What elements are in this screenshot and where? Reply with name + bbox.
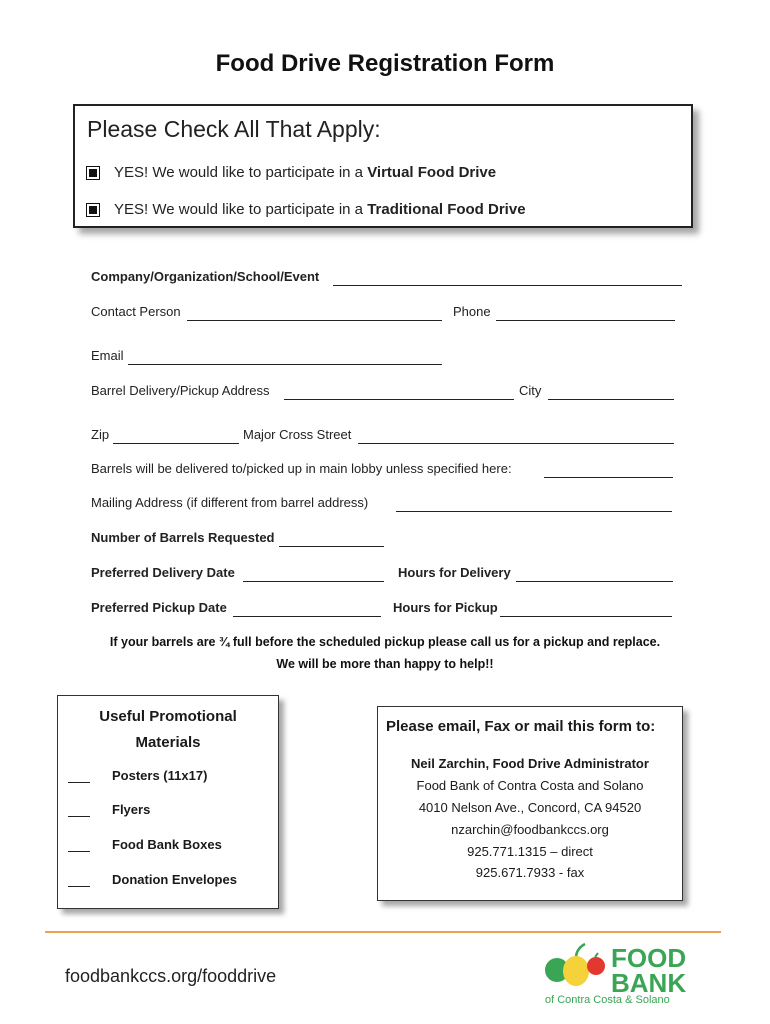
promo-blank[interactable] xyxy=(68,839,90,852)
num-barrels-label: Number of Barrels Requested xyxy=(91,530,275,545)
cross-street-label: Major Cross Street xyxy=(243,427,352,442)
pickup-date-label: Preferred Pickup Date xyxy=(91,600,227,615)
traditional-checkbox[interactable] xyxy=(86,203,100,217)
option-traditional-bold: Traditional Food Drive xyxy=(367,201,526,218)
promo-item-label: Flyers xyxy=(112,802,151,817)
page-title: Food Drive Registration Form xyxy=(215,50,555,77)
lobby-note-label: Barrels will be delivered to/picked up in main lobby unless specified here: xyxy=(91,461,512,476)
barrel-address-field[interactable] xyxy=(284,385,514,400)
promo-item-posters[interactable] xyxy=(68,768,207,783)
email-label: Email xyxy=(91,348,124,363)
zip-field[interactable] xyxy=(113,429,239,444)
promo-title xyxy=(58,704,278,756)
promo-item-label: Food Bank Boxes xyxy=(112,837,222,852)
num-barrels-field[interactable] xyxy=(279,532,384,547)
delivery-hours-field[interactable] xyxy=(516,567,673,582)
company-label: Company/Organization/School/Event xyxy=(91,269,320,284)
contact-title: Please email, Fax or mail this form to: xyxy=(386,718,656,735)
promo-item-envelopes[interactable] xyxy=(68,872,237,887)
logo-word-bank: BANK xyxy=(611,968,687,998)
promo-blank[interactable] xyxy=(68,874,90,887)
food-bank-logo xyxy=(543,940,713,1006)
mailing-address-field[interactable] xyxy=(396,497,672,512)
promo-materials-panel xyxy=(57,695,279,909)
promo-blank[interactable] xyxy=(68,804,90,817)
option-traditional-text: YES! We would like to participate in a xyxy=(114,201,368,218)
pickup-date-field[interactable] xyxy=(233,602,381,617)
contact-person-field[interactable] xyxy=(187,306,442,321)
delivery-date-label: Preferred Delivery Date xyxy=(91,565,235,580)
pickup-hours-field[interactable] xyxy=(500,602,672,617)
company-field[interactable] xyxy=(333,271,682,286)
promo-title-line2: Materials xyxy=(135,734,201,751)
pear-icon xyxy=(563,956,589,986)
promo-item-label: Donation Envelopes xyxy=(112,872,237,887)
promo-item-label: Posters (11x17) xyxy=(112,768,208,783)
pickup-hours-label: Hours for Pickup xyxy=(393,600,498,615)
logo-word-food: FOOD xyxy=(611,943,687,973)
promo-title-line1: Useful Promotional xyxy=(99,708,237,725)
contact-direct-phone: 925.771.1315 – direct xyxy=(467,844,593,859)
delivery-hours-label: Hours for Delivery xyxy=(398,565,511,580)
pickup-note-line1: If your barrels are ¾ full before the scheduled pickup please call us for a pickup and replace. xyxy=(109,635,661,649)
contact-fax: 925.671.7933 - fax xyxy=(475,865,585,880)
tomato-icon xyxy=(587,957,605,975)
check-heading: Please Check All That Apply: xyxy=(87,116,381,142)
contact-org: Food Bank of Contra Costa and Solano xyxy=(416,778,644,793)
option-virtual[interactable] xyxy=(86,164,496,181)
zip-label: Zip xyxy=(91,427,110,442)
option-virtual-bold: Virtual Food Drive xyxy=(367,164,497,181)
city-label: City xyxy=(519,383,542,398)
barrel-address-label: Barrel Delivery/Pickup Address xyxy=(91,383,270,398)
contact-address: 4010 Nelson Ave., Concord, CA 94520 xyxy=(418,800,642,815)
footer-divider xyxy=(45,931,721,933)
option-traditional[interactable] xyxy=(86,201,526,218)
lobby-note-field[interactable] xyxy=(544,463,673,478)
promo-item-boxes[interactable] xyxy=(68,837,222,852)
contact-person-label: Contact Person xyxy=(91,304,181,319)
pickup-note-line2: We will be more than happy to help!! xyxy=(276,657,494,671)
mailing-address-label: Mailing Address (if different from barrel address) xyxy=(91,495,369,510)
contact-name: Neil Zarchin, Food Drive Administrator xyxy=(411,756,649,771)
contact-panel xyxy=(377,706,683,901)
participation-panel xyxy=(73,104,693,228)
delivery-date-field[interactable] xyxy=(243,567,384,582)
footer-url-link[interactable]: foodbankccs.org/fooddrive xyxy=(65,966,277,986)
virtual-checkbox[interactable] xyxy=(86,166,100,180)
promo-item-flyers[interactable] xyxy=(68,802,150,817)
cross-street-field[interactable] xyxy=(358,429,674,444)
contact-email[interactable]: nzarchin@foodbankccs.org xyxy=(451,822,609,837)
email-field[interactable] xyxy=(128,350,442,365)
phone-label: Phone xyxy=(453,304,491,319)
logo-tagline: of Contra Costa & Solano xyxy=(545,994,670,1006)
option-virtual-text: YES! We would like to participate in a xyxy=(114,164,368,181)
phone-field[interactable] xyxy=(496,306,675,321)
promo-blank[interactable] xyxy=(68,770,90,783)
city-field[interactable] xyxy=(548,385,674,400)
